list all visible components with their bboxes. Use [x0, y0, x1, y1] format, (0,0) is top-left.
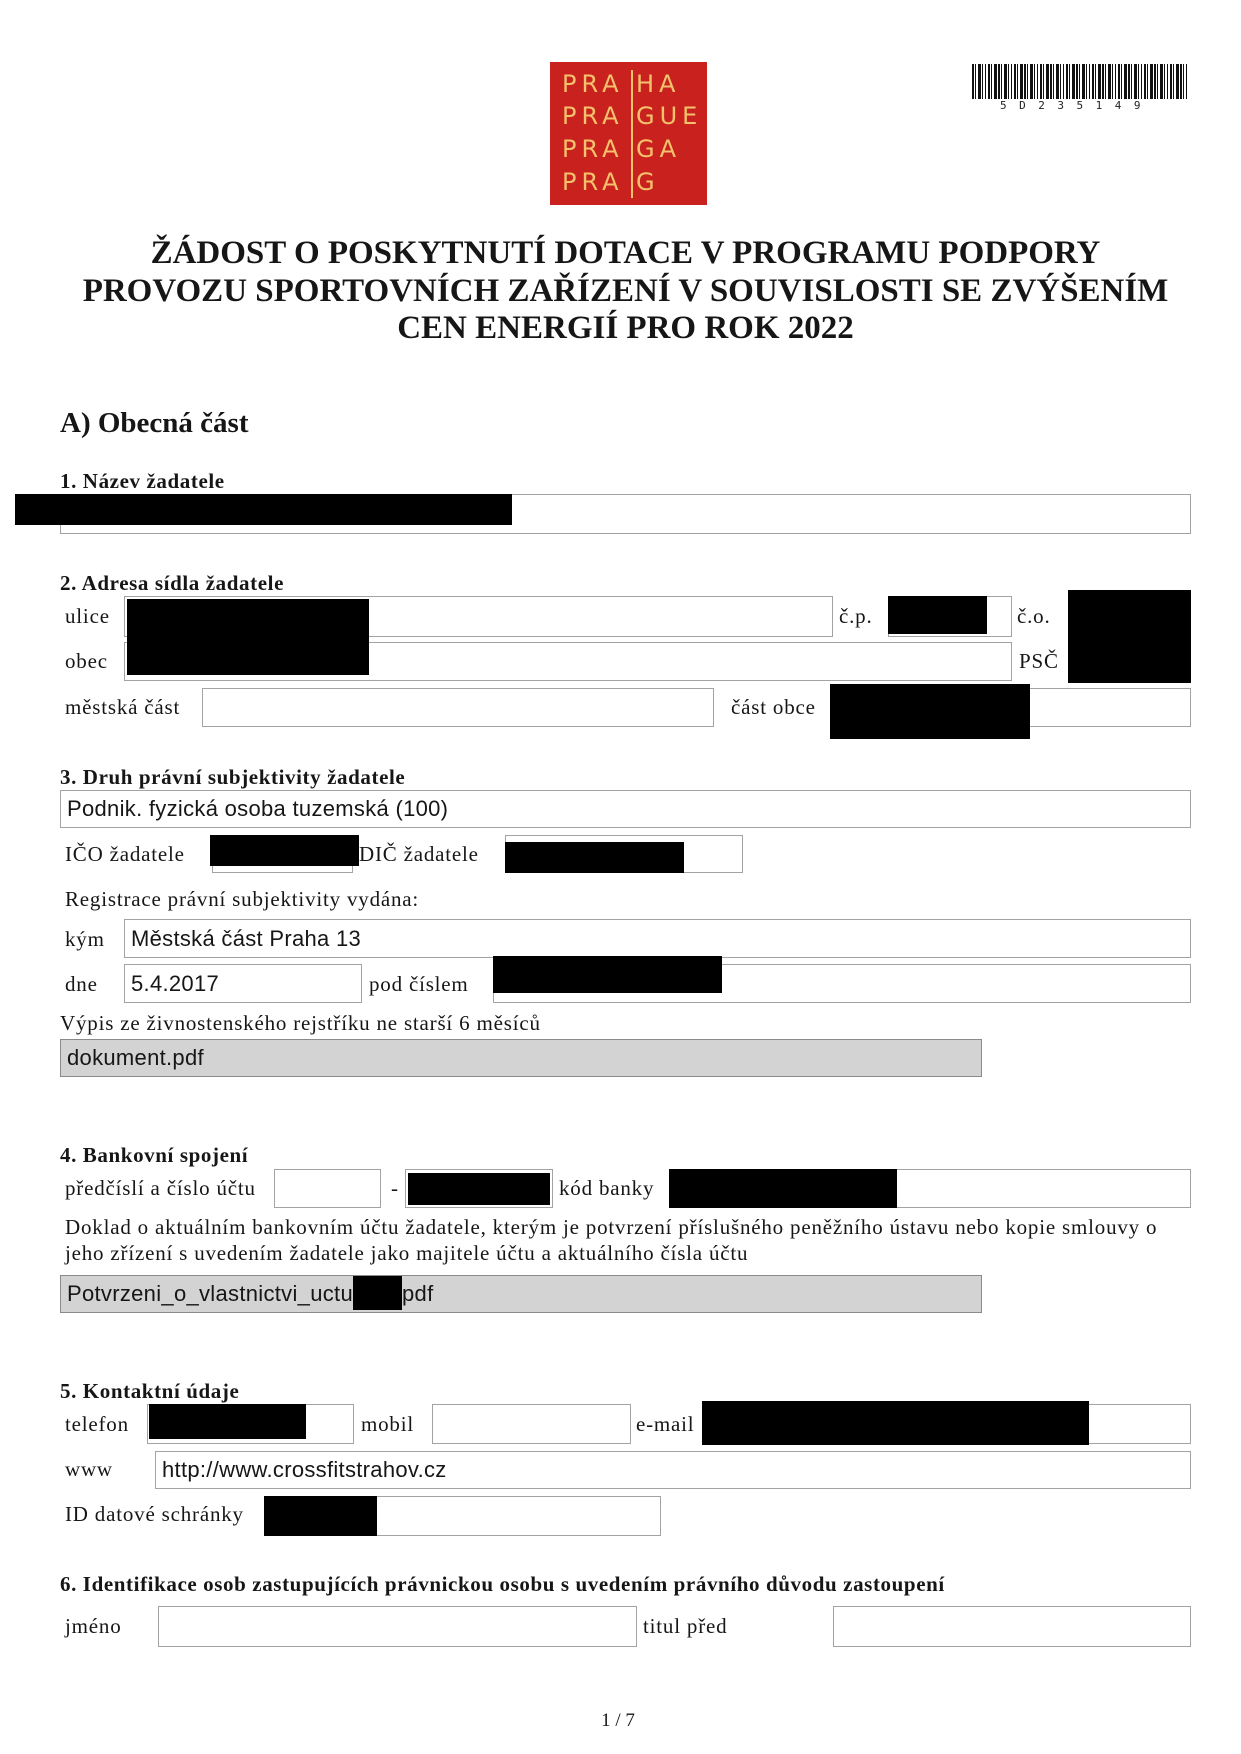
web-field[interactable]: http://www.crossfitstrahov.cz [155, 1451, 1191, 1489]
logo-text: PRA [562, 168, 624, 196]
logo-text: HA [636, 70, 681, 98]
redaction-block [408, 1173, 550, 1205]
dic-label: DIČ žadatele [359, 842, 479, 866]
part-a-heading: A) Obecná část [60, 407, 249, 439]
city-district-field[interactable] [202, 688, 714, 727]
orientation-number-label: č.o. [1017, 604, 1051, 628]
logo-text: G [636, 168, 660, 196]
barcode [972, 64, 1187, 99]
bank-proof-file-suffix: pdf [402, 1281, 434, 1306]
redaction-block [888, 596, 987, 634]
section-5-heading: 5. Kontaktní údaje [60, 1379, 240, 1403]
name-label: jméno [65, 1614, 122, 1638]
registration-caption: Registrace právní subjektivity vydána: [65, 887, 420, 911]
redaction-block [1068, 590, 1191, 683]
redaction-block [15, 494, 512, 525]
account-separator: - [391, 1176, 399, 1200]
section-1-heading: 1. Název žadatele [60, 469, 225, 493]
registration-date-field[interactable]: 5.4.2017 [124, 964, 362, 1003]
document-title-line: PROVOZU SPORTOVNÍCH ZAŘÍZENÍ V SOUVISLOSTI SE ZVÝŠENÍM [82, 272, 1169, 309]
page-number: 1 / 7 [601, 1710, 635, 1731]
document-title-line: ŽÁDOST O POSKYTNUTÍ DOTACE V PROGRAMU PODPORY [150, 235, 1101, 271]
bank-proof-caption-line: Doklad o aktuálním bankovním účtu žadatele, kterým je potvrzení příslušného peněžního ústavu nebo kopie smlouvy o [65, 1215, 1158, 1239]
email-label: e-mail [636, 1412, 695, 1436]
issued-by-field[interactable]: Městská část Praha 13 [124, 919, 1191, 958]
redaction-block [210, 835, 359, 866]
bank-proof-caption-line: jeho zřízení s uvedením žadatele jako majitele účtu a aktuálního čísla účtu [65, 1241, 749, 1265]
account-prefix-field[interactable] [274, 1169, 381, 1208]
section-3-heading: 3. Druh právní subjektivity žadatele [60, 765, 406, 789]
web-label: www [65, 1457, 113, 1481]
redaction-block [264, 1496, 377, 1536]
logo-row [550, 68, 707, 101]
logo-text: PRA [562, 102, 624, 130]
logo-row [550, 100, 707, 133]
phone-label: telefon [65, 1412, 129, 1436]
registration-date-label: dne [65, 972, 98, 996]
issued-by-label: kým [65, 927, 105, 951]
logo-text: GA [636, 135, 682, 163]
title-before-field[interactable] [833, 1606, 1191, 1647]
redaction-block [505, 842, 684, 873]
logo-row [550, 166, 707, 199]
mobile-label: mobil [361, 1412, 415, 1436]
ico-label: IČO žadatele [65, 842, 185, 866]
street-label: ulice [65, 604, 110, 628]
municipality-label: obec [65, 649, 108, 673]
bank-code-label: kód banky [559, 1176, 655, 1200]
redaction-block [353, 1276, 402, 1310]
trade-register-caption: Výpis ze živnostenského rejstříku ne starší 6 měsíců [60, 1011, 541, 1035]
prague-logo [550, 62, 707, 205]
redaction-block [830, 684, 1030, 739]
document-title [60, 235, 1191, 348]
section-2-heading: 2. Adresa sídla žadatele [60, 571, 285, 595]
house-number-label: č.p. [839, 604, 873, 628]
municipal-part-label: část obce [731, 695, 816, 719]
redaction-block [702, 1401, 1089, 1445]
postal-code-label: PSČ [1019, 649, 1059, 673]
logo-text: GUE [636, 102, 703, 130]
mobile-field[interactable] [432, 1404, 631, 1444]
section-4-heading: 4. Bankovní spojení [60, 1143, 249, 1167]
redaction-block [669, 1169, 897, 1208]
legal-form-field[interactable]: Podnik. fyzická osoba tuzemská (100) [60, 790, 1191, 828]
bank-proof-file-field[interactable] [60, 1275, 982, 1313]
title-before-label: titul před [643, 1614, 728, 1638]
trade-register-file-field[interactable]: dokument.pdf [60, 1039, 982, 1077]
city-district-label: městská část [65, 695, 181, 719]
redaction-block [149, 1404, 306, 1439]
logo-row [550, 133, 707, 166]
logo-text: PRA [562, 135, 624, 163]
name-field[interactable] [158, 1606, 637, 1647]
redaction-block [493, 956, 722, 993]
document-title-line: CEN ENERGIÍ PRO ROK 2022 [397, 310, 854, 346]
section-6-heading: 6. Identifikace osob zastupujících právnickou osobu s uvedením právního důvodu zastoupení [60, 1572, 945, 1596]
bank-proof-file-prefix: Potvrzeni_o_vlastnictvi_uctu [67, 1281, 353, 1306]
account-label: předčíslí a číslo účtu [65, 1176, 256, 1200]
data-box-label: ID datové schránky [65, 1502, 244, 1526]
registration-number-label: pod číslem [369, 972, 469, 996]
barcode-digits: 5D235149 [1000, 99, 1153, 112]
logo-text: PRA [562, 70, 624, 98]
redaction-block [127, 599, 369, 675]
